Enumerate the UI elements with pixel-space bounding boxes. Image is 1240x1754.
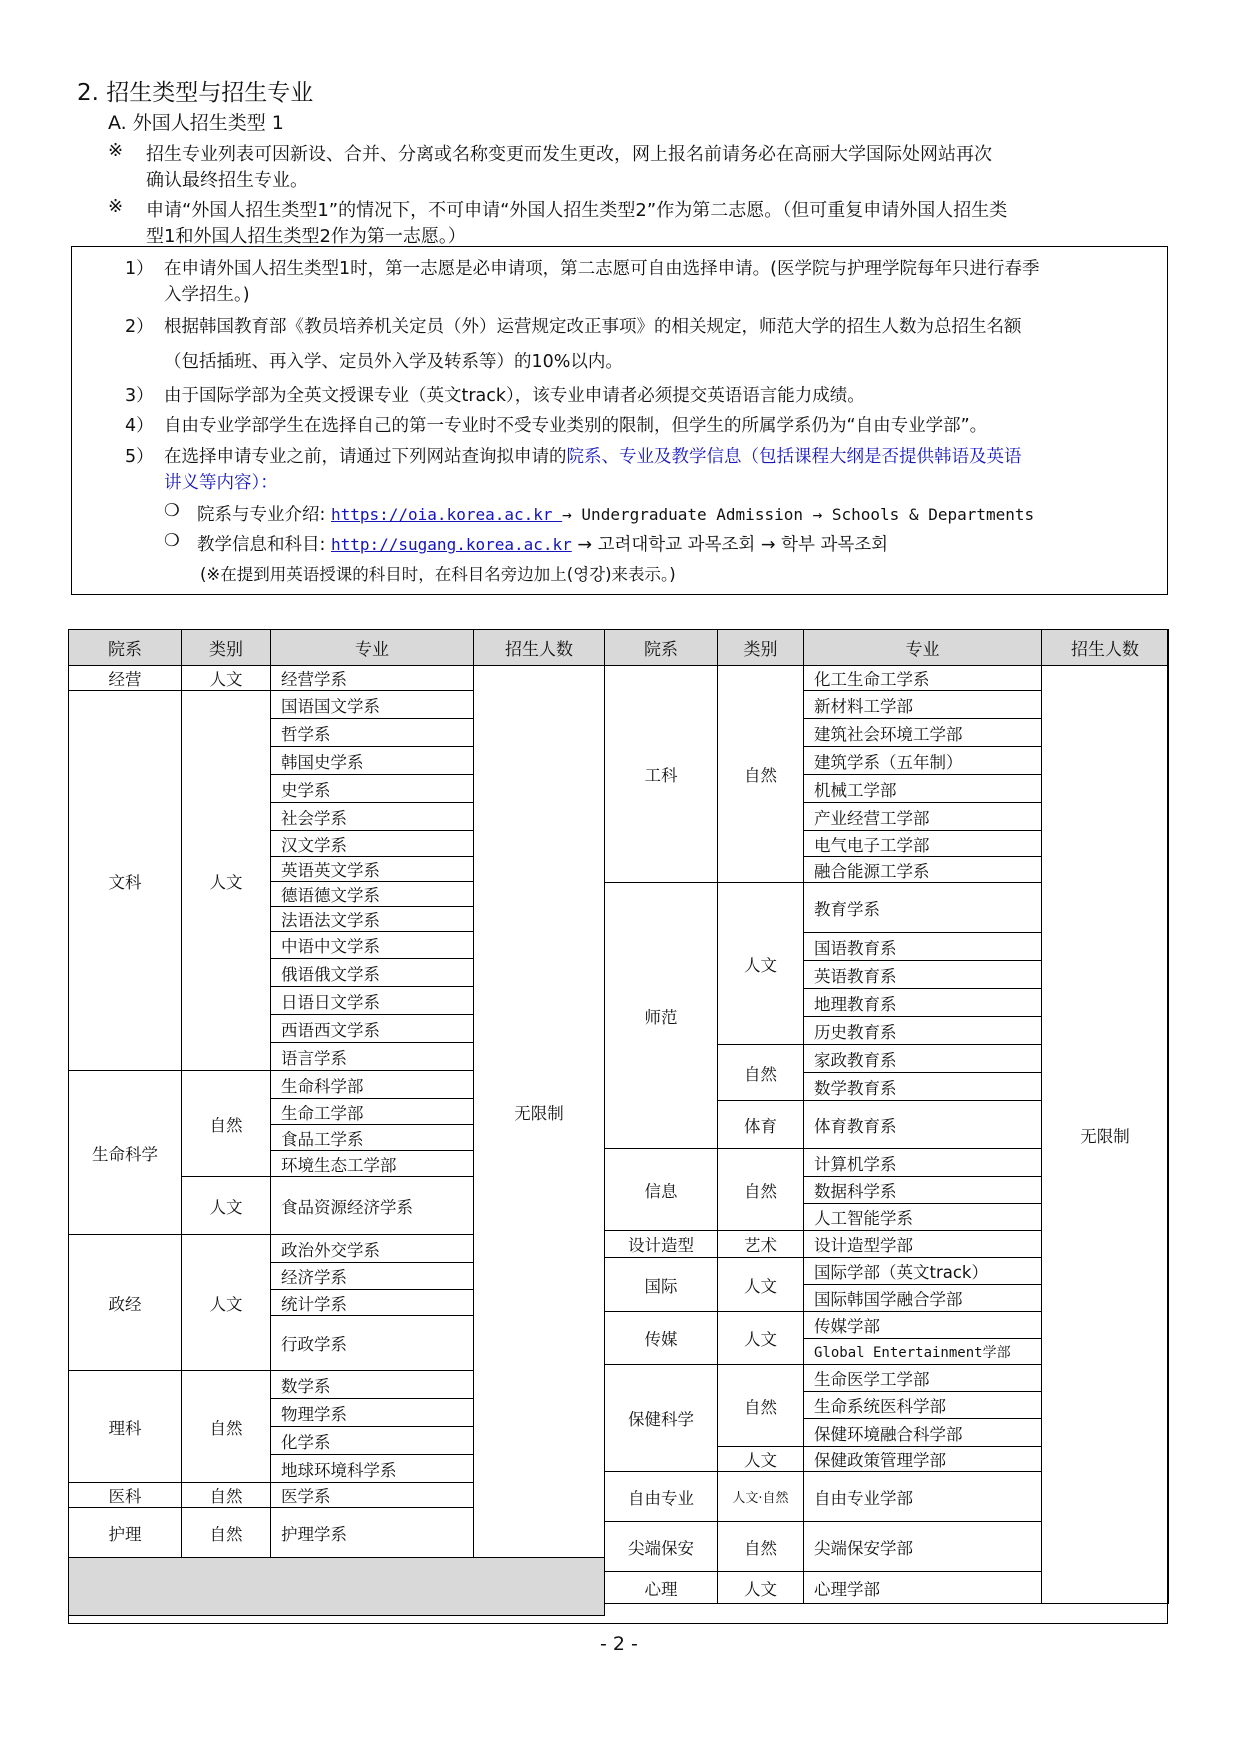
item-number: 1）: [125, 259, 154, 279]
category-cell: 体育: [718, 1101, 804, 1149]
note-text: 型1和外国人招生类型2作为第一志愿。）: [146, 226, 466, 247]
major-cell: 人工智能学系: [804, 1204, 1042, 1231]
major-cell: 数学教育系: [804, 1073, 1042, 1101]
major-cell: 国际学部（英文track）: [804, 1258, 1042, 1285]
major-cell: 护理学系: [271, 1508, 474, 1558]
major-cell: 西语西文学系: [271, 1015, 474, 1043]
college-cell: 护理: [69, 1508, 182, 1558]
section-heading: 2. 招生类型与招生专业: [77, 80, 314, 106]
major-cell: 环境生态工学部: [271, 1151, 474, 1177]
major-cell: 教育学系: [804, 883, 1042, 933]
category-cell: 自然: [718, 1365, 804, 1447]
category-cell: 人文: [182, 666, 271, 691]
college-cell: 保健科学: [605, 1365, 718, 1472]
major-cell: 地球环境科学系: [271, 1455, 474, 1483]
category-cell: 人文: [182, 1235, 271, 1371]
header-quota: 招生人数: [474, 630, 605, 666]
major-cell: 物理学系: [271, 1399, 474, 1427]
major-cell: 新材料工学部: [804, 691, 1042, 719]
major-cell: 尖端保安学部: [804, 1522, 1042, 1572]
major-cell: 生命工学部: [271, 1099, 474, 1125]
category-cell: 自然: [718, 1045, 804, 1101]
college-cell: 师范: [605, 883, 718, 1149]
major-cell: 自由专业学部: [804, 1472, 1042, 1522]
college-cell: 医科: [69, 1483, 182, 1508]
major-cell: 建筑社会环境工学部: [804, 719, 1042, 747]
category-cell: 人文: [718, 1572, 804, 1604]
note-mark: ※: [108, 140, 124, 161]
college-cell: 设计造型: [605, 1231, 718, 1258]
major-cell: 英语英文学系: [271, 857, 474, 882]
category-cell: 人文: [182, 1177, 271, 1235]
college-cell: 生命科学: [69, 1071, 182, 1235]
notice-box: [71, 246, 1168, 595]
major-cell: 经济学系: [271, 1263, 474, 1290]
major-cell: 机械工学部: [804, 775, 1042, 803]
category-cell: 自然: [718, 1522, 804, 1572]
bullet-mark: ❍: [164, 501, 180, 521]
category-cell: 艺术: [718, 1231, 804, 1258]
college-cell: 工科: [605, 666, 718, 883]
major-cell: 传媒学部: [804, 1312, 1042, 1339]
bullet-label: 教学信息和科目:: [197, 535, 331, 555]
major-cell: Global Entertainment学部: [804, 1339, 1042, 1365]
empty-shaded-cell: [69, 1558, 605, 1616]
note-mark: ※: [108, 196, 124, 217]
item-text: 根据韩国教育部《教员培养机关定员（外）运营规定改正事项》的相关规定，师范大学的招生人数为总招生名额: [164, 317, 1022, 337]
category-cell: 自然: [718, 666, 804, 883]
sugang-link[interactable]: http://sugang.korea.ac.kr: [330, 535, 572, 554]
item-text: 入学招生。): [164, 285, 250, 305]
oia-link[interactable]: https://oia.korea.ac.kr: [330, 505, 563, 524]
note-text: 确认最终招生专业。: [146, 170, 308, 191]
major-cell: 地理教育系: [804, 989, 1042, 1017]
item-number: 5）: [125, 447, 154, 467]
category-cell: 人文: [718, 1447, 804, 1472]
header-quota: 招生人数: [1042, 630, 1169, 666]
page-number: - 2 -: [600, 1633, 638, 1655]
major-cell: 生命医学工学部: [804, 1365, 1042, 1392]
major-cell: 经营学系: [271, 666, 474, 691]
major-cell: 日语日文学系: [271, 987, 474, 1015]
major-cell: 计算机学系: [804, 1149, 1042, 1177]
item-highlight-text: 院系、专业及教学信息（包括课程大纲是否提供韩语及英语: [566, 447, 1022, 467]
major-cell: 化工生命工学系: [804, 666, 1042, 691]
major-cell: 生命科学部: [271, 1071, 474, 1099]
category-cell: 人文: [182, 691, 271, 1071]
major-cell: 电气电子工学部: [804, 831, 1042, 857]
majors-table-left: [68, 629, 605, 1616]
category-cell: 自然: [718, 1149, 804, 1231]
college-cell: 尖端保安: [605, 1522, 718, 1572]
majors-table-right: [604, 629, 1169, 1604]
college-cell: 经营: [69, 666, 182, 691]
major-cell: 体育教育系: [804, 1101, 1042, 1149]
major-cell: 英语教育系: [804, 961, 1042, 989]
category-cell: 人文: [718, 1312, 804, 1365]
major-cell: 统计学系: [271, 1290, 474, 1316]
major-cell: 设计造型学部: [804, 1231, 1042, 1258]
major-cell: 心理学部: [804, 1572, 1042, 1604]
major-cell: 语言学系: [271, 1043, 474, 1071]
header-category: 类别: [718, 630, 804, 666]
major-cell: 德语德文学系: [271, 882, 474, 907]
item-text: [164, 443, 1022, 468]
item-text: 由于国际学部为全英文授课专业（英文track），该专业申请者必须提交英语语言能力成绩。: [164, 386, 865, 406]
major-cell: 史学系: [271, 775, 474, 803]
major-cell: 社会学系: [271, 803, 474, 831]
item-number: 2）: [125, 317, 154, 337]
major-cell: 化学系: [271, 1427, 474, 1455]
category-cell: 人文·自然: [718, 1472, 804, 1522]
category-cell: 人文: [718, 883, 804, 1045]
major-cell: 食品资源经济学系: [271, 1177, 474, 1235]
table-header-row: [69, 630, 605, 666]
item-plain-text: 在选择申请专业之前，请通过下列网站查询拟申请的: [164, 447, 567, 467]
header-college: 院系: [605, 630, 718, 666]
major-cell: 韩国史学系: [271, 747, 474, 775]
major-cell: 生命系统医科学部: [804, 1392, 1042, 1419]
college-cell: 信息: [605, 1149, 718, 1231]
quota-cell: 无限制: [1042, 666, 1169, 1604]
major-cell: 食品工学系: [271, 1125, 474, 1151]
college-cell: 政经: [69, 1235, 182, 1371]
bullet-mark: ❍: [164, 531, 180, 551]
bullet-label: 院系与专业介绍:: [197, 505, 331, 525]
item-text: 在申请外国人招生类型1时，第一志愿是必申请项，第二志愿可自由选择申请。(医学院与护理学院每年只进行春季: [164, 259, 1040, 279]
major-cell: 国际韩国学融合学部: [804, 1285, 1042, 1312]
header-major: 专业: [804, 630, 1042, 666]
item-text: 自由专业学部学生在选择自己的第一专业时不受专业类别的限制，但学生的所属学系仍为“自由专业学部”。: [164, 416, 988, 436]
quota-cell: 无限制: [474, 666, 605, 1558]
table-row: [69, 666, 605, 691]
category-cell: 自然: [182, 1508, 271, 1558]
major-cell: 俄语俄文学系: [271, 959, 474, 987]
header-major: 专业: [271, 630, 474, 666]
category-cell: 自然: [182, 1483, 271, 1508]
note-text: 申请“外国人招生类型1”的情况下，不可申请“外国人招生类型2”作为第二志愿。（但可重复申请外国人招生类: [146, 200, 1008, 221]
major-cell: 行政学系: [271, 1316, 474, 1371]
table-row: [605, 666, 1169, 691]
college-cell: 传媒: [605, 1312, 718, 1365]
major-cell: 国语国文学系: [271, 691, 474, 719]
bullet-line: [197, 531, 888, 556]
bullet-path: → Undergraduate Admission → Schools & Departments: [562, 505, 1035, 524]
table-filler-row: [69, 1558, 605, 1616]
major-cell: 建筑学系（五年制）: [804, 747, 1042, 775]
major-cell: 融合能源工学系: [804, 857, 1042, 883]
header-category: 类别: [182, 630, 271, 666]
major-cell: 家政教育系: [804, 1045, 1042, 1073]
bullet-line: [197, 501, 1034, 526]
major-cell: 保健环境融合科学部: [804, 1419, 1042, 1447]
major-cell: 汉文学系: [271, 831, 474, 857]
major-cell: 数据科学系: [804, 1177, 1042, 1204]
box-footnote: (※在提到用英语授课的科目时，在科目名旁边加上(영강)来表示。): [200, 565, 676, 584]
item-highlight-text: 讲义等内容）：: [164, 473, 278, 493]
category-cell: 自然: [182, 1371, 271, 1483]
major-cell: 数学系: [271, 1371, 474, 1399]
major-cell: 法语法文学系: [271, 907, 474, 932]
category-cell: 人文: [718, 1258, 804, 1312]
item-number: 4）: [125, 416, 154, 436]
college-cell: 文科: [69, 691, 182, 1071]
major-cell: 历史教育系: [804, 1017, 1042, 1045]
college-cell: 理科: [69, 1371, 182, 1483]
major-cell: 产业经营工学部: [804, 803, 1042, 831]
college-cell: 心理: [605, 1572, 718, 1604]
major-cell: 政治外交学系: [271, 1235, 474, 1263]
major-cell: 医学系: [271, 1483, 474, 1508]
major-cell: 中语中文学系: [271, 932, 474, 959]
note-text: 招生专业列表可因新设、合并、分离或名称变更而发生更改，网上报名前请务必在高丽大学国际处网站再次: [146, 144, 992, 165]
college-cell: 国际: [605, 1258, 718, 1312]
major-cell: 哲学系: [271, 719, 474, 747]
bullet-path: → 고려대학교 과목조회 → 학부 과목조회: [571, 535, 889, 555]
major-cell: 保健政策管理学部: [804, 1447, 1042, 1472]
subsection-heading: A. 外国人招生类型 1: [108, 112, 284, 134]
header-college: 院系: [69, 630, 182, 666]
table-header-row: [605, 630, 1169, 666]
major-cell: 国语教育系: [804, 933, 1042, 961]
category-cell: 自然: [182, 1071, 271, 1177]
item-number: 3）: [125, 386, 154, 406]
item-text: （包括插班、再入学、定员外入学及转系等）的10%以内。: [164, 352, 623, 372]
college-cell: 自由专业: [605, 1472, 718, 1522]
